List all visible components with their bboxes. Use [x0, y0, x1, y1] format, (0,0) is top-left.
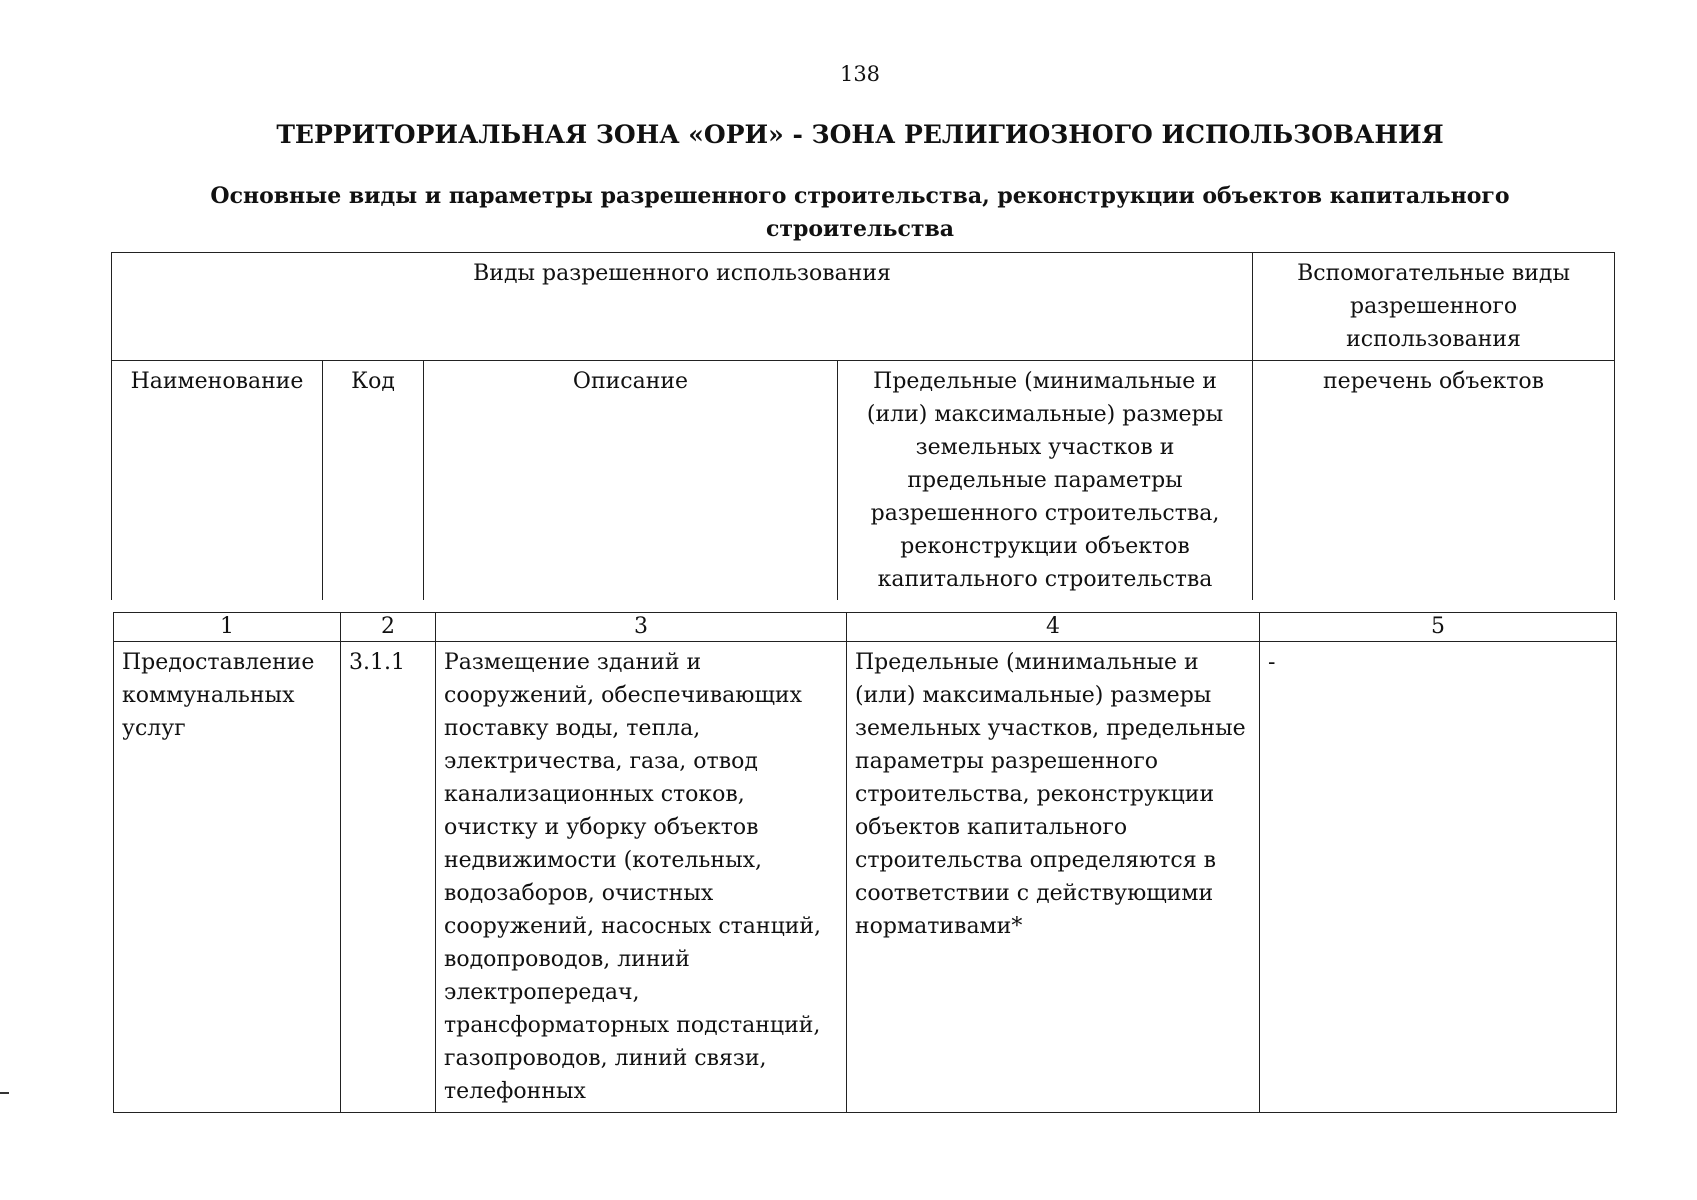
column-number: 1: [114, 613, 341, 642]
header-columns-row: [112, 361, 1615, 601]
document-subtitle: Основные виды и параметры разрешенного строительства, реконструкции объектов капитального строительства: [210, 183, 1510, 242]
header-main-group: Виды разрешенного использования: [112, 253, 1253, 361]
header-col-objects: перечень объектов: [1253, 361, 1615, 601]
header-group-row: [112, 253, 1615, 361]
row-name: Предоставление коммунальных услуг: [114, 642, 341, 1113]
row-limits: Предельные (минимальные и (или) максимальные) размеры земельных участков, предельные параметры разрешенного строительства, реконструкции объектов капитального строительства определяются в соответствии с действующими нормативами*: [847, 642, 1260, 1113]
header-col-limits: Предельные (минимальные и (или) максимальные) размеры земельных участков и предельные параметры разрешенного строительства, реконструкции объектов капитального строительства: [838, 361, 1253, 601]
row-code: 3.1.1: [341, 642, 436, 1113]
margin-mark: [0, 1092, 9, 1094]
header-col-description: Описание: [424, 361, 838, 601]
header-aux-group: Вспомогательные виды разрешенного использования: [1253, 253, 1615, 361]
header-table: [111, 252, 1615, 600]
row-auxiliary: -: [1260, 642, 1617, 1113]
table-row: [114, 642, 1617, 1113]
document-title: ТЕРРИТОРИАЛЬНАЯ ЗОНА «ОРИ» - ЗОНА РЕЛИГИОЗНОГО ИСПОЛЬЗОВАНИЯ: [276, 120, 1444, 149]
column-number: 2: [341, 613, 436, 642]
column-number: 3: [436, 613, 847, 642]
header-col-code: Код: [323, 361, 424, 601]
column-number: 4: [847, 613, 1260, 642]
column-numbers-row: [114, 613, 1617, 642]
row-description: Размещение зданий и сооружений, обеспечивающих поставку воды, тепла, электричества, газа, отвод канализационных стоков, очистку и уборку объектов недвижимости (котельных, водозаборов, очистных сооружений, насосных станций, водопроводов, линий электропередач, трансформаторных подстанций, газопроводов, линий связи, телефонных: [436, 642, 847, 1113]
column-number: 5: [1260, 613, 1617, 642]
main-table: [113, 612, 1617, 1113]
page-number: 138: [839, 62, 881, 86]
header-col-name: Наименование: [112, 361, 323, 601]
